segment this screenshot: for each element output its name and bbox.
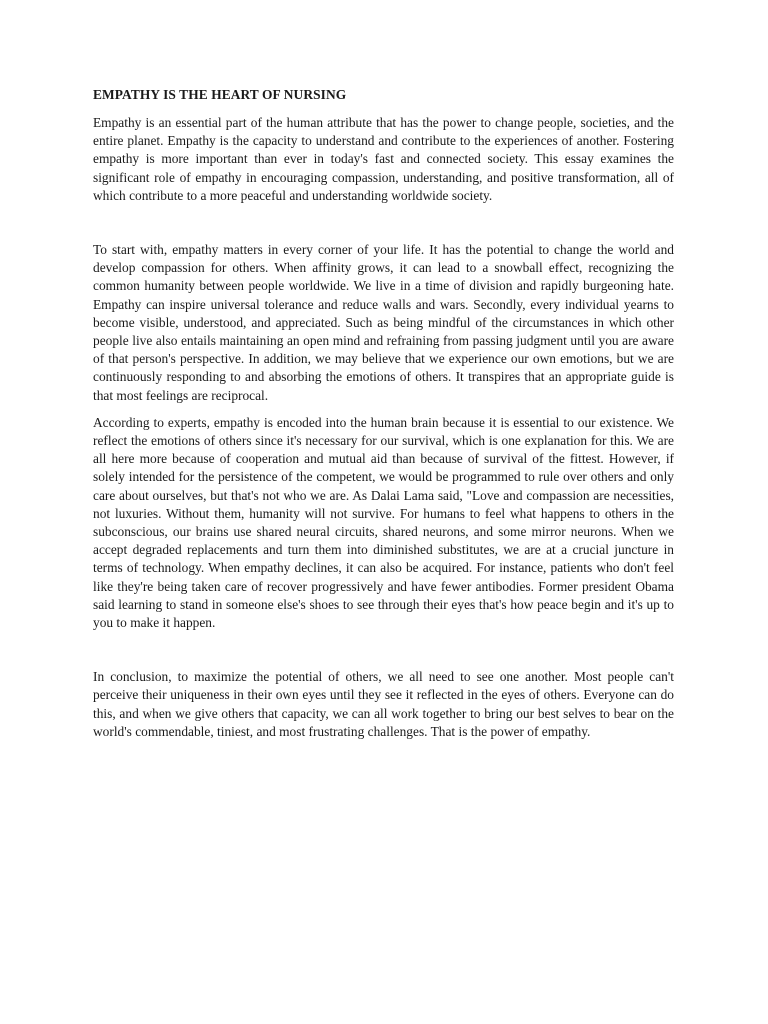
document-title: EMPATHY IS THE HEART OF NURSING	[93, 87, 347, 102]
paragraph-conclusion: In conclusion, to maximize the potential of others, we all need to see one another. Most people can't perceive their uniqueness in their own eyes until they see it reflected in the eyes of others. Everyone can do this, and when we give others that capacity, we can all work together to bring our best selves to bear on the world's commendable, tiniest, and most frustrating challenges. That is the power of empathy.	[93, 669, 674, 739]
paragraph-introduction: Empathy is an essential part of the human attribute that has the power to change people, societies, and the entire planet. Empathy is the capacity to understand and contribute to the experiences of another. Fostering empathy is more important than ever in today's fast and connected society. This essay examines the significant role of empathy in encouraging compassion, understanding, and positive transformation, all of which contribute to a more peaceful and understanding worldwide society.	[93, 115, 674, 203]
document-body	[93, 86, 674, 741]
paragraph-body-1: To start with, empathy matters in every corner of your life. It has the potential to change the world and develop compassion for others. When affinity grows, it can lead to a snowball effect, recognizing the common humanity between people worldwide. We live in a time of division and rapidly burgeoning hate. Empathy can inspire universal tolerance and reduce walls and wars. Secondly, every individual yearns to become visible, understood, and appreciated. Such as being mindful of the circumstances in which other people live also entails maintaining an open mind and refraining from passing judgment until you are aware of that person's perspective. In addition, we may believe that we experience our own emotions, but we are continuously responding to and absorbing the emotions of others. It transpires that an appropriate guide is that most feelings are reciprocal.	[93, 242, 674, 403]
paragraph-body-2: According to experts, empathy is encoded into the human brain because it is essential to our existence. We reflect the emotions of others since it's necessary for our survival, which is one explanation for this. We are all here more because of cooperation and mutual aid than because of survival of the fittest. However, if solely intended for the persistence of the competent, we would be programmed to rule over others and only care about ourselves, but that's not who we are. As Dalai Lama said, "Love and compassion are necessities, not luxuries. Without them, humanity will not survive. For humans to feel what happens to others in the subconscious, our brains use shared neural circuits, shared neurons, and some mirror neurons. When we accept degraded replacements and turn them into diminished substitutes, we are at a crucial juncture in terms of technology. When empathy declines, it can also be acquired. For instance, patients who don't feel like they're being taken care of recover progressively and have fewer antibodies. Former president Obama said learning to stand in someone else's shoes to see through their eyes that's how peace begin and it's up to you to make it happen.	[93, 414, 674, 631]
